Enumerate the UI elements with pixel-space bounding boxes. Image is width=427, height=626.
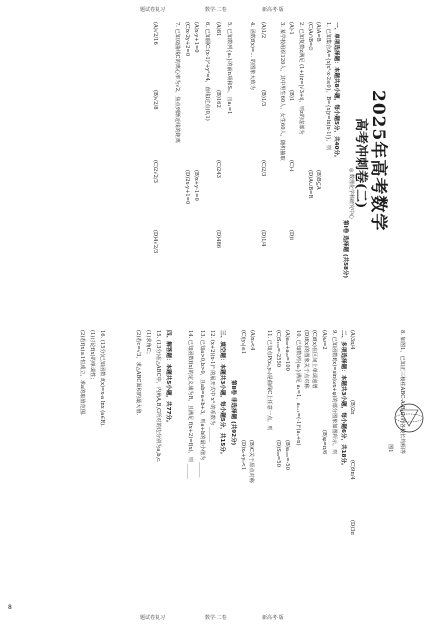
solve-heading: 四、解答题：本题共5小题，共77分。: [165, 330, 171, 426]
question-14: 14. 已知函数f(x)的定义域为R，且满足 f(x+2)=f(x)，则 ______: [187, 330, 193, 480]
q2-option-a: (A)-1: [288, 22, 294, 35]
q10-option-c: (C)S₁₀₀=-2550: [275, 330, 281, 368]
q10-option-d: (D)S₉₉=50: [275, 440, 281, 467]
question-9: 9. 已知函数f(x)=sin(ωx+φ)的部分图象如图所示，则: [331, 330, 337, 455]
q8-option-a: (A)3π/4: [349, 330, 355, 350]
question-10: 10. 已知数列{aₙ}满足 a₁=1，aₙ₊₁=(-1)ⁿ(aₙ+n): [295, 330, 301, 446]
q16-part-1: (1)讨论f(x)的单调性；: [89, 330, 95, 383]
q8-option-d: (D)3π: [349, 520, 355, 535]
q1-option-a: (A)A=B: [315, 22, 321, 42]
q3-option-a: (A)1/2: [260, 22, 266, 39]
q7-option-b: (B)√2/8: [152, 90, 158, 110]
q6-option-b: (B)x+y-1=0: [193, 170, 199, 201]
q11-option-a: (A)x₀<4: [249, 330, 255, 351]
q5-option-c: (C)243: [215, 160, 221, 178]
question-1: 1. 已知集合A={x|x²-x-2≤0}，B={x|y=ln(x-1)}，则: [325, 22, 331, 151]
q3-option-b: (B)1/3: [260, 90, 266, 107]
question-2: 2. 已知复数z满足 (1+i)z=|√3+i|，则z的虚部为: [298, 22, 304, 135]
question-12: 12. (x+2)(x-1)⁶ 的展开式中 x³ 的系数为 ______: [209, 330, 215, 443]
q1-option-c: (C)A∩B=∅: [307, 22, 313, 51]
q9-option-c: (C)f(x)在区间上单调递增: [311, 330, 317, 389]
header-top-mid: 数学·二卷: [205, 7, 227, 13]
q6-option-c: (C)x-2y+2=0: [184, 22, 190, 57]
q2-option-d: (D)i: [288, 230, 294, 240]
q15-part-2: (2)若c=√3，求△ABC面积的最大值.: [135, 330, 141, 416]
q7-option-c: (C)2√2/3: [152, 160, 158, 183]
q10-option-a: (A)a₉₈+a₉₉=100: [284, 330, 290, 371]
q5-option-b: (B)162: [215, 90, 221, 108]
question-16: 16. (15分)已知函数 f(x)=x-a lnx (a∈R).: [99, 330, 105, 427]
question-15: 15. (13分)在△ABC中，内角A,B,C所对的边分别为a,b,c.: [155, 330, 161, 463]
q11-option-d: (D)x₀+y₀<1: [240, 440, 246, 471]
header-bottom-mid: 数学·二卷: [205, 615, 227, 621]
part1-heading: 第Ⅰ卷 选择题 (共58分): [342, 220, 348, 279]
q7-option-d: (D)4√2/3: [152, 230, 158, 254]
q3-option-d: (D)1/4: [260, 230, 266, 247]
q11-option-c: (C)|y₀|≤1: [240, 330, 246, 355]
question-4: 4. 函数f(x)=... 的图象大致为: [249, 22, 255, 90]
q6-option-a: (A)x-y+1=0: [193, 22, 199, 53]
q9-option-d: (D)f(x)的图象关于点对称: [303, 330, 309, 389]
header-top-left: 题试卷复习: [140, 7, 166, 13]
header-bottom-right: 新高考·版: [262, 615, 284, 621]
question-7: 7. 已知双曲线C的离心率为√2，焦点到渐近线的距离: [174, 22, 180, 143]
q7-option-a: (A)√2/16: [152, 22, 158, 45]
multi-choice-heading: 二、多项选择题：本题共3小题，每小题6分，共18分。: [340, 330, 346, 469]
q10-option-b: (B)a₁₀₀=-50: [284, 440, 290, 470]
q5-option-a: (A)81: [215, 22, 221, 37]
question-11: 11. 已知点P(x₀,y₀)是曲线C上任意一点，则: [266, 330, 272, 431]
figure-1-sphere: [392, 398, 426, 440]
q11-option-b: (B)C关于原点对称: [248, 440, 254, 483]
page-number: 8: [8, 604, 12, 611]
q8-option-c: (C)9π/4: [349, 460, 355, 480]
question-6: 6. 已知圆C:(x-1)²+y²=4，直线l过点(0,1): [204, 22, 210, 121]
q8-option-b: (B)2π: [349, 400, 355, 415]
q2-option-c: (C)-i: [288, 160, 294, 172]
q1-option-d: (D)A∪B=R: [307, 170, 313, 199]
question-8: 8. 如图1，已知正三棱柱ABC-A₁B₁C₁的各棱长均相等: [399, 330, 405, 455]
publisher-note: ◎ 数理化学科研究中心: [348, 168, 354, 219]
q5-option-d: (D)486: [215, 230, 221, 249]
q2-option-b: (B)1: [288, 90, 294, 102]
single-choice-heading: 一、单项选择题：本题共8小题，每小题5分，共40分。: [333, 22, 339, 161]
header-bottom-left: 题试卷复习: [140, 615, 166, 621]
exam-title: 2025年高考数学: [368, 90, 388, 232]
q3-option-c: (C)2/3: [260, 160, 266, 177]
q9-option-b: (B)φ=π/6: [321, 430, 327, 455]
question-3: 3. 某学校组织120人，其中男生60人，女生60人，随机抽取: [279, 22, 285, 161]
exam-subtitle: 高考冲刺卷(二): [353, 118, 368, 209]
fill-blank-heading: 三、填空题：本题共3小题，每小题5分，共15分。: [219, 330, 225, 458]
q16-part-2: (2)若f(x)≥1恒成立，求a的取值范围.: [79, 330, 85, 416]
q1-option-b: (B)B⊆A: [315, 170, 321, 190]
question-13: 13. 已知a>0,b>0，且ab=a+b+3，则a+b的最小值为 ______: [199, 330, 205, 478]
figure-1-label: 图1: [387, 444, 393, 453]
header-top-right: 新高考·版: [262, 7, 284, 13]
q9-option-a: (A)ω=2: [321, 330, 327, 350]
question-5: 5. 已知数列{aₙ}的前n项和Sₙ，且a₁=1: [226, 22, 232, 115]
part2-heading: 第Ⅱ卷 非选择题 (共92分): [230, 380, 236, 446]
q6-option-d: (D)2x-y+1=0: [184, 170, 190, 205]
q15-part-1: (1)求角C；: [145, 330, 151, 357]
